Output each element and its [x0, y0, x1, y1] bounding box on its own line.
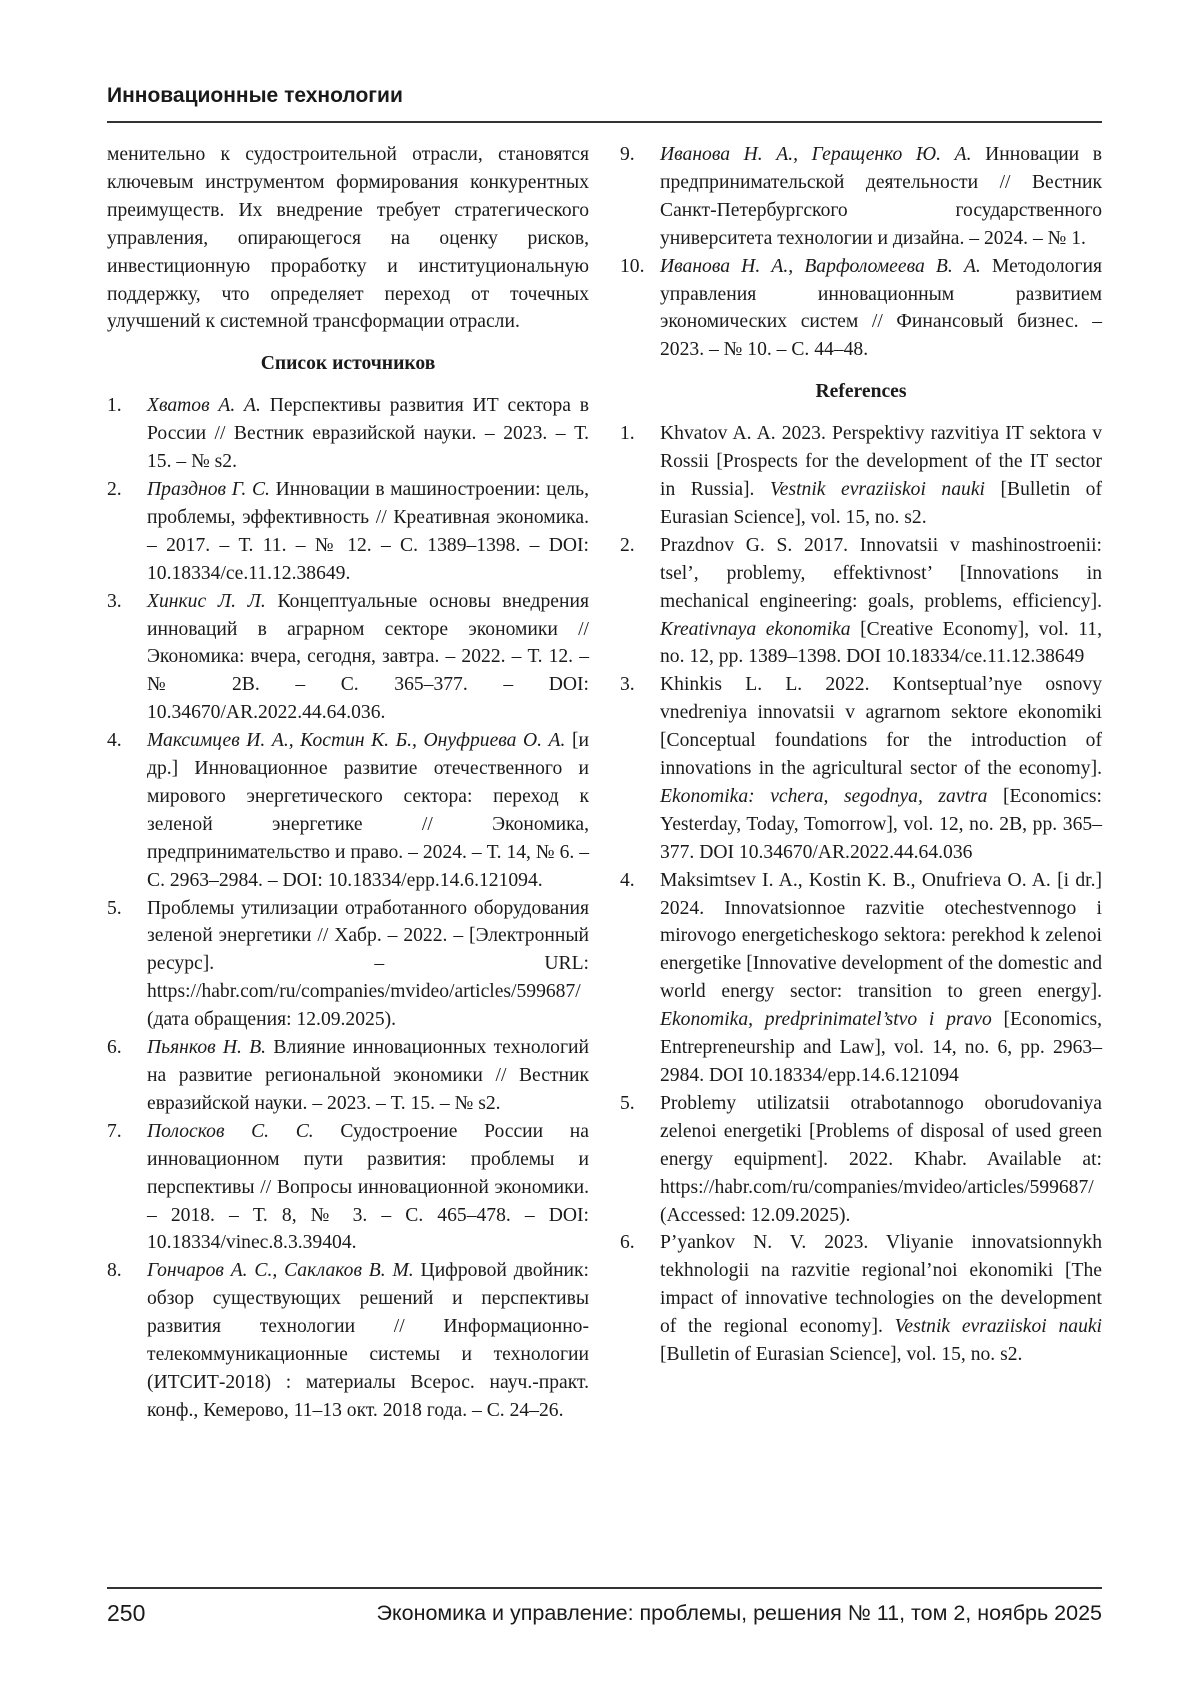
author-names: Хватов А. А. [147, 395, 261, 416]
source-item [107, 895, 589, 1035]
item-number: 8. [107, 1257, 147, 1424]
item-number: 9. [620, 141, 660, 253]
citation-text: Инновации в машиностроении: цель, проблемы, эффективность // Креативная экономика. – 2017. – Т. 11. – № 12. – С. 1389–1398. – DOI: 10.18334/ce.11.12.38649. [147, 479, 589, 584]
source-item [620, 253, 1102, 365]
author-names: Гончаров А. С., Саклаков В. М. [147, 1260, 414, 1281]
item-number: 5. [620, 1090, 660, 1230]
citation-text: Методология управления инновационным развитием экономических систем // Финансовый бизнес. – 2023. – № 10. – С. 44–48. [660, 256, 1102, 361]
citation-text: Khvatov A. A. 2023. Perspektivy razvitiya IT sektora v Rossii [Prospects for the development of the IT sector in Russia]. [660, 423, 1102, 500]
item-number: 5. [107, 895, 147, 1035]
item-text [147, 1034, 589, 1118]
citation-text: [Economics: Yesterday, Today, Tomorrow], vol. 12, no. 2B, pp. 365–377. DOI 10.34670/AR.2022.44.64.036 [660, 786, 1102, 863]
item-text [147, 1118, 589, 1258]
running-header: Инновационные технологии [107, 84, 403, 108]
item-text [660, 1090, 1102, 1230]
right-column [620, 141, 1102, 1369]
item-text [660, 532, 1102, 672]
source-item [107, 392, 589, 476]
references-list [620, 420, 1102, 1369]
item-text [147, 895, 589, 1035]
left-column [107, 141, 589, 1425]
page-number: 250 [107, 1600, 145, 1627]
item-number: 4. [620, 867, 660, 1090]
item-text [147, 1257, 589, 1424]
item-number: 3. [107, 588, 147, 728]
item-number: 6. [107, 1034, 147, 1118]
citation-text: [Economics, Entrepreneurship and Law], vol. 14, no. 6, pp. 2963–2984. DOI 10.18334/epp.14.6.121094 [660, 1009, 1102, 1086]
sources-list [107, 392, 589, 1425]
item-text [147, 392, 589, 476]
reference-item [620, 1229, 1102, 1369]
item-text [147, 727, 589, 894]
source-item [107, 727, 589, 894]
source-item [107, 588, 589, 728]
item-number: 2. [107, 476, 147, 588]
author-names: Полосков С. С. [147, 1121, 314, 1142]
header-divider [107, 121, 1102, 123]
citation-text: Maksimtsev I. A., Kostin K. B., Onufrieva O. A. [i dr.] 2024. Innovatsionnoe razvitie otechestvennogo i mirovogo energeticheskogo sektora: perekhod k zelenoi energetike [Innovative development of the domestic and world energy sector: transition to green energy]. [660, 870, 1102, 1003]
journal-name: Vestnik evraziiskoi nauki [895, 1316, 1102, 1337]
item-text [660, 867, 1102, 1090]
citation-text: Инновации в предпринимательской деятельности // Вестник Санкт-Петербургского государственного университета технологии и дизайна. – 2024. – № 1. [660, 144, 1102, 249]
item-number: 7. [107, 1118, 147, 1258]
item-text [147, 476, 589, 588]
item-text [660, 1229, 1102, 1369]
citation-text: Khinkis L. L. 2022. Kontseptual’nye osnovy vnedreniya innovatsii v agrarnom sektore ekonomiki [Conceptual foundations for the introduction of innovations in the agricultural sector of the economy]. [660, 674, 1102, 779]
citation-text: [Bulletin of Eurasian Science], vol. 15, no. s2. [660, 479, 1102, 528]
item-text [660, 253, 1102, 365]
journal-name: Ekonomika, predprinimatel’stvo i pravo [660, 1009, 992, 1030]
citation-text: Концептуальные основы внедрения инноваций в аграрном секторе экономики // Экономика: вчера, сегодня, завтра. – 2022. – Т. 12. – № 2В. – С. 365–377. – DOI: 10.34670/AR.2022.44.64.036. [147, 591, 589, 724]
item-number: 6. [620, 1229, 660, 1369]
sources-list-continued [620, 141, 1102, 364]
author-names: Иванова Н. А., Варфоломеева В. А. [660, 256, 981, 277]
citation-text: [Creative Economy], vol. 11, no. 12, pp. 1389–1398. DOI 10.18334/ce.11.12.38649 [660, 619, 1102, 668]
journal-name: Kreativnaya ekonomika [660, 619, 851, 640]
citation-text: [Bulletin of Eurasian Science], vol. 15, no. s2. [660, 1344, 1022, 1365]
journal-name: Ekonomika: vchera, segodnya, zavtra [660, 786, 987, 807]
body-paragraph: менительно к судостроительной отрасли, становятся ключевым инструментом формирования конкурентных преимуществ. Их внедрение требует стратегического управления, опирающегося на оценку рисков, инвестиционную проработку и институциональную поддержку, что определяет переход от точечных улучшений к системной трансформации отрасли. [107, 141, 589, 336]
citation-text: Влияние инновационных технологий на развитие региональной экономики // Вестник евразийской науки. – 2023. – Т. 15. – № s2. [147, 1037, 589, 1114]
author-names: Пьянков Н. В. [147, 1037, 266, 1058]
item-number: 4. [107, 727, 147, 894]
item-number: 3. [620, 671, 660, 866]
references-heading: References [620, 378, 1102, 406]
source-item [107, 1257, 589, 1424]
journal-title: Экономика и управление: проблемы, решения № 11, том 2, ноябрь 2025 [377, 1601, 1102, 1626]
item-number: 1. [107, 392, 147, 476]
source-item [107, 1034, 589, 1118]
citation-text: Судостроение России на инновационном пути развития: проблемы и перспективы // Вопросы инновационной экономики. – 2018. – Т. 8, № 3. – С. 465–478. – DOI: 10.18334/vinec.8.3.39404. [147, 1121, 589, 1254]
source-item [107, 476, 589, 588]
journal-name: Vestnik evraziiskoi nauki [770, 479, 985, 500]
citation-text: P’yankov N. V. 2023. Vliyanie innovatsionnykh tekhnologii na razvitie regional’noi ekonomiki [The impact of innovative technologies on the development of the regional economy]. [660, 1232, 1102, 1337]
citation-text: Перспективы развития ИТ сектора в России // Вестник евразийской науки. – 2023. – Т. 15. – № s2. [147, 395, 589, 472]
footer-divider [107, 1587, 1102, 1589]
citation-text: Prazdnov G. S. 2017. Innovatsii v mashinostroenii: tsel’, problemy, effektivnost’ [Innovations in mechanical engineering: goals, problems, efficiency]. [660, 535, 1102, 612]
author-names: Иванова Н. А., Геращенко Ю. А. [660, 144, 972, 165]
citation-text: Problemy utilizatsii otrabotannogo oborudovaniya zelenoi energetiki [Problems of disposal of used green energy equipment]. 2022. Khabr. Available at: https://habr.com/ru/companies/mvideo/articles/599687/ (Accessed: 12.09.2025). [660, 1093, 1102, 1226]
reference-item [620, 532, 1102, 672]
author-names: Празднов Г. С. [147, 479, 270, 500]
source-item [620, 141, 1102, 253]
reference-item [620, 1090, 1102, 1230]
sources-heading: Список источников [107, 350, 589, 378]
item-number: 1. [620, 420, 660, 532]
author-names: Хинкис Л. Л. [147, 591, 266, 612]
item-number: 2. [620, 532, 660, 672]
source-item [107, 1118, 589, 1258]
item-number: 10. [620, 253, 660, 365]
reference-item [620, 867, 1102, 1090]
citation-text: [и др.] Инновационное развитие отечественного и мирового энергетического сектора: переход к зеленой энергетике // Экономика, предпринимательство и право. – 2024. – Т. 14, № 6. – С. 2963–2984. – DOI: 10.18334/epp.14.6.121094. [147, 730, 589, 891]
reference-item [620, 420, 1102, 532]
item-text [660, 671, 1102, 866]
item-text [660, 141, 1102, 253]
item-text [660, 420, 1102, 532]
reference-item [620, 671, 1102, 866]
item-text [147, 588, 589, 728]
author-names: Максимцев И. А., Костин К. Б., Онуфриева О. А. [147, 730, 565, 751]
citation-text: Проблемы утилизации отработанного оборудования зеленой энергетики // Хабр. – 2022. – [Электронный ресурс]. – URL: https://habr.com/ru/companies/mvideo/articles/599687/ (дата обращения: 12.09.2025). [147, 898, 589, 1031]
citation-text: Цифровой двойник: обзор существующих решений и перспективы развития технологии // Информационно-телекоммуникационные системы и технологии (ИТСИТ-2018) : материалы Всерос. науч.-практ. конф., Кемерово, 11–13 окт. 2018 года. – С. 24–26. [147, 1260, 589, 1421]
